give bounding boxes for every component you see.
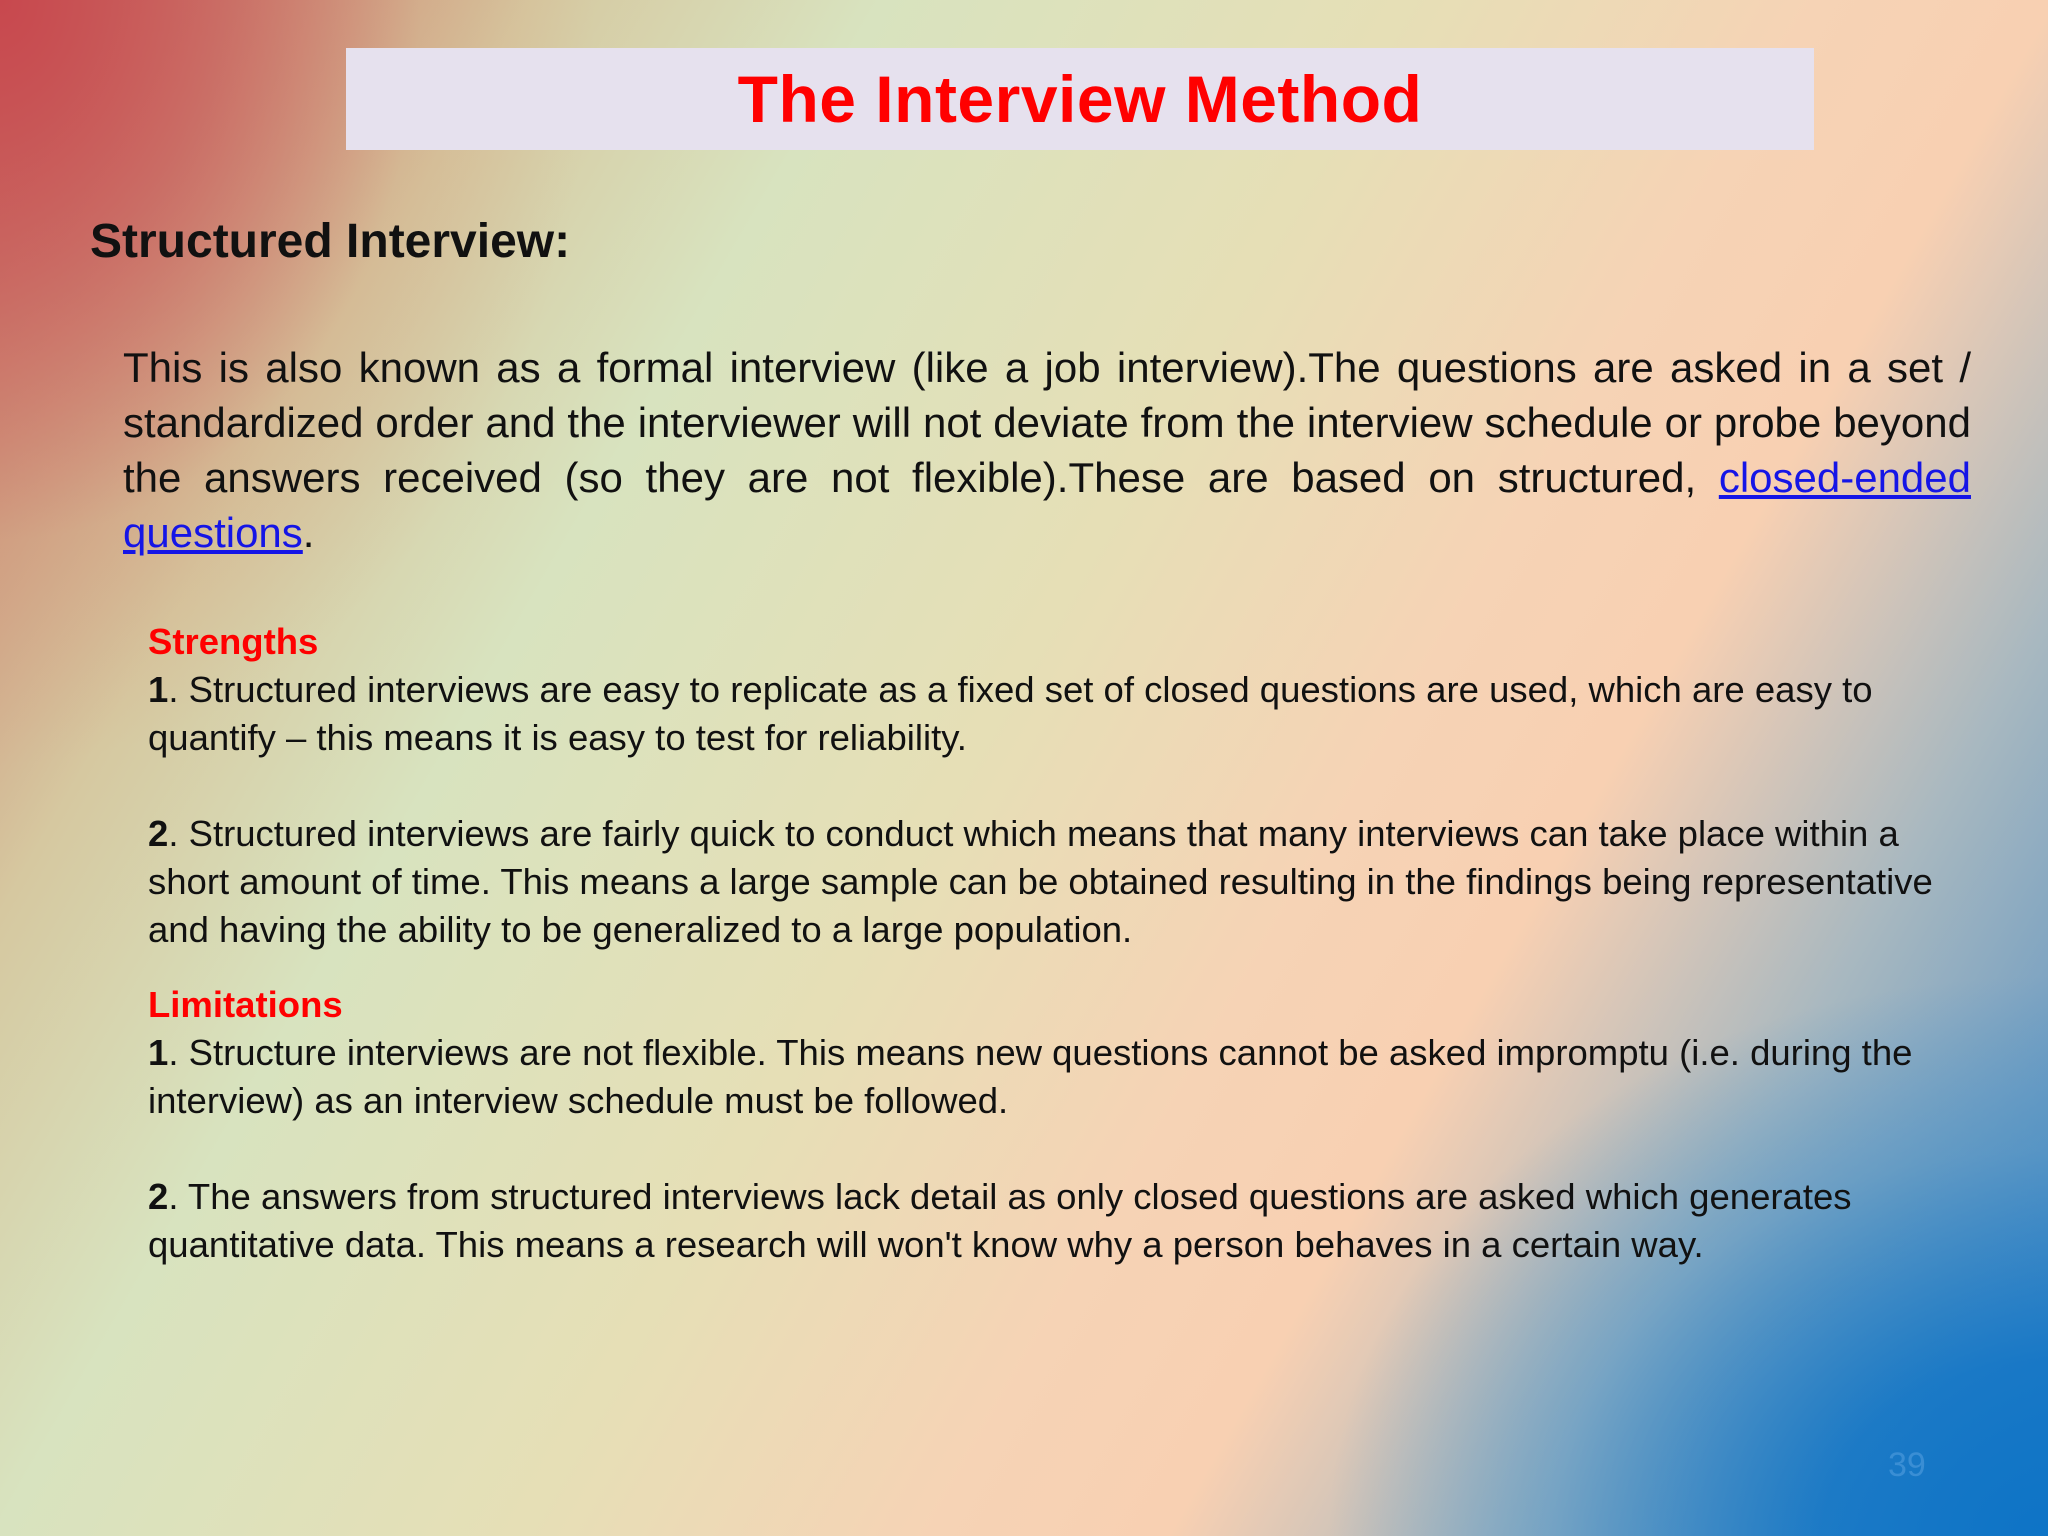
intro-end: .	[302, 509, 315, 556]
closed-ended-questions-link[interactable]: closed-ended questions	[123, 454, 1971, 556]
strength-text: . Structured interviews are fairly quick to conduct which means that many interviews can take place within a short amount of time. This means a large sample can be obtained resulting in the findings being representative and having the ability to be generalized to a large population.	[148, 813, 1933, 950]
strength-number: 1	[148, 669, 169, 710]
strengths-heading: Strengths	[148, 621, 319, 662]
strength-item	[148, 666, 1978, 762]
strength-number: 2	[148, 813, 169, 854]
spacer	[148, 954, 1978, 981]
limitations-heading: Limitations	[148, 984, 343, 1025]
page-number: 39	[1888, 1446, 1926, 1484]
limitation-item	[148, 1173, 1978, 1269]
section-subheading: Structured Interview:	[90, 215, 571, 268]
limitation-text: . The answers from structured interviews lack detail as only closed questions are asked which generates quantitative data. This means a research will won't know why a person behaves in a certain way.	[148, 1176, 1852, 1265]
spacer	[148, 1125, 1978, 1173]
strength-text: . Structured interviews are easy to replicate as a fixed set of closed questions are used, which are easy to quantify – this means it is easy to test for reliability.	[148, 669, 1873, 758]
limitation-number: 1	[148, 1032, 169, 1073]
intro-paragraph	[123, 340, 1971, 560]
strength-item	[148, 810, 1978, 954]
limitation-item	[148, 1029, 1978, 1125]
limitation-number: 2	[148, 1176, 169, 1217]
intro-text: This is also known as a formal interview (like a job interview).The questions are asked in a set / standardized order and the interviewer will not deviate from the interview schedule or probe beyond the answers received (so they are not flexible).These are based on structured,	[123, 344, 1971, 501]
spacer	[148, 762, 1978, 810]
limitation-text: . Structure interviews are not flexible. This means new questions cannot be asked impromptu (i.e. during the interview) as an interview schedule must be followed.	[148, 1032, 1913, 1121]
slide-title: The Interview Method	[737, 62, 1423, 136]
title-banner	[346, 48, 1814, 150]
strengths-limitations-list	[148, 618, 1978, 1269]
